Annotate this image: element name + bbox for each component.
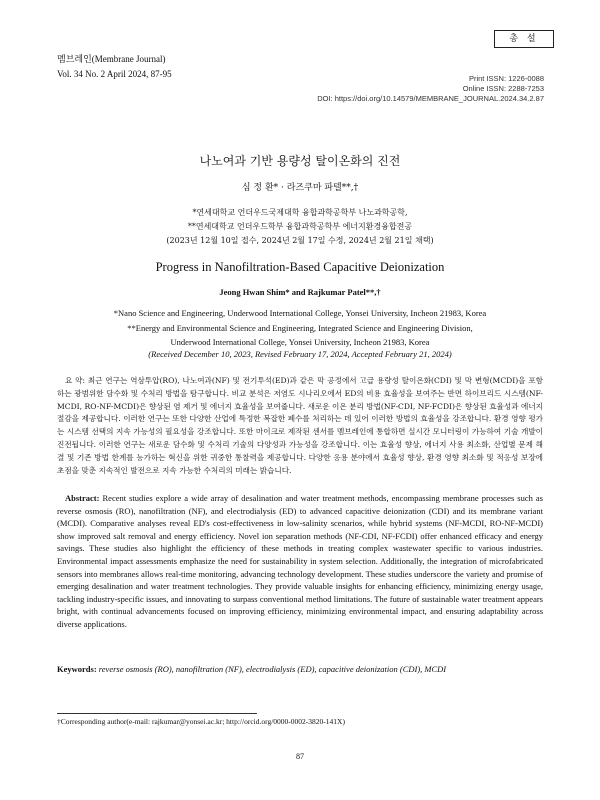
corresponding-author-footnote: †Corresponding author(e-mail: rajkumar@yonsei.ac.kr; http://orcid.org/0000-0002-3820-141X)	[57, 717, 345, 726]
english-abstract-text: Recent studies explore a wide array of desalination and water treatment methods, encompassing membrane processes such as reverse osmosis (RO), nanofiltration (NF), and electrodialysis (ED) to advanced capacitive deionization (CDI) and its membrane variant (MCDI). Comparative analyses reveal ED's cost-effectiveness in low-salinity scenarios, while hybrid systems (NF-MCDI, RO-NF-MCDI) show improved salt removal and energy efficiency. Novel ion separation methods (NF-CDI, NF-FCDI) offer enhanced efficacy and energy savings. These studies also highlight the efficiency of these methods in treating complex wastewater specific to various industries. Environmental impact assessments emphasize the need for sustainability in system selection. Additionally, the integration of microfabricated sensors into membranes allows real-time monitoring, advancing technology development. These studies underscore the variety and promise of emerging desalination and water treatment technologies. They provide valuable insights for enhancing efficiency, minimizing energy usage, tackling industry-specific issues, and innovating to surpass conventional method limitations. The future of sustainable water treatment appears bright, with continual advancements focused on improving efficiency, minimizing environmental impact, and ensuring adaptability across diverse applications.	[57, 493, 543, 629]
korean-authors: 심 정 환* · 라즈쿠마 파텔**,†	[241, 183, 359, 193]
korean-affiliations	[40, 206, 560, 248]
korean-abstract-label: 요 약:	[65, 376, 86, 385]
journal-header	[57, 52, 172, 82]
english-title: Progress in Nanofiltration-Based Capacitive Deionization	[155, 260, 445, 274]
korean-dates: (2023년 12월 10일 접수, 2024년 2월 17일 수정, 2024년 2월 21일 채택)	[166, 236, 434, 245]
issn-block	[317, 74, 544, 104]
journal-name: 멤브레인(Membrane Journal)	[57, 54, 166, 64]
english-abstract-label: Abstract:	[65, 493, 100, 503]
footnote-divider	[57, 713, 257, 714]
print-issn: Print ISSN: 1226-0088	[468, 74, 544, 83]
category-badge: 총 설	[494, 30, 554, 48]
english-affiliations	[40, 306, 560, 350]
english-authors: Jeong Hwan Shim* and Rajkumar Patel**,†	[219, 287, 381, 297]
page-number: 87	[296, 752, 304, 761]
doi-link[interactable]: DOI: https://doi.org/10.14579/MEMBRANE_JOURNAL.2024.34.2.87	[317, 94, 544, 103]
online-issn: Online ISSN: 2288-7253	[462, 84, 544, 93]
english-dates: (Received December 10, 2023, Revised February 17, 2024, Accepted February 21, 2024)	[148, 349, 452, 359]
keywords-label: Keywords:	[57, 664, 97, 674]
volume-info: Vol. 34 No. 2 April 2024, 87-95	[57, 69, 172, 79]
korean-abstract	[57, 375, 543, 477]
keywords-text: reverse osmosis (RO), nanofiltration (NF), electrodialysis (ED), capacitive deionization (CDI), MCDI	[98, 664, 447, 674]
korean-title: 나노여과 기반 용량성 탈이온화의 진전	[199, 154, 401, 168]
korean-affiliation-1: *연세대학교 언더우드국제대학 융합과학공학부 나노과학공학,	[192, 208, 408, 217]
korean-affiliation-2: **연세대학교 언더우드학부 융합과학공학부 에너지환경융합전공	[187, 222, 413, 231]
english-affiliation-2: **Energy and Environmental Science and Engineering, Integrated Science and Engineering Division,	[127, 322, 473, 333]
keywords	[57, 664, 543, 674]
english-abstract	[57, 492, 543, 631]
english-affiliation-1: *Nano Science and Engineering, Underwood International College, Yonsei University, Incheon 21983, Korea	[113, 308, 487, 318]
english-affiliation-3: Underwood International College, Yonsei University, Incheon 21983, Korea	[170, 337, 430, 347]
korean-abstract-text: 최근 연구는 역삼투압(RO), 나노여과(NF) 및 전기투석(ED)과 같은 막 공정에서 고급 용량성 탈이온화(CDI) 및 막 변형(MCDI)을 포함하는 광범위한 담수화 및 수처리 방법을 탐구합니다. 비교 분석은 저염도 시나리오에서 ED의 비용 효율성을 보여주는 반면 하이브리드 시스템(NF-MCDI, RO-NF-MCDI)은 향상된 염 제거 및 에너지 효율성을 보여줍니다. 새로운 이온 분리 방법(NF-CDI, NF-FCDI)은 향상된 효율성과 에너지 절감을 제공합니다. 이러한 연구는 또한 다양한 산업에 특정한 복잡한 폐수를 처리하는 데 있어 이러한 방법의 효율성을 강조합니다. 환경 영향 평가는 시스템 선택의 지속 가능성의 필요성을 강조합니다. 또한 마이크로 제작된 센서를 멤브레인에 통합하면 실시간 모니터링이 가능하여 기술 개발이 진전됩니다. 이러한 연구는 새로운 담수화 및 수처리 기술의 다양성과 가능성을 강조합니다. 이는 효율성 향상, 에너지 사용 최소화, 산업별 문제 해결 및 기존 방법 한계를 능가하는 혁신을 위한 귀중한 통찰력을 제공합니다. 다양한 응용 분야에서 효율성 향상, 환경 영향 최소화 및 적응성 보장에 초점을 맞춘 지속적인 발전으로 지속 가능한 수처리의 미래는 밝습니다.	[57, 376, 543, 475]
